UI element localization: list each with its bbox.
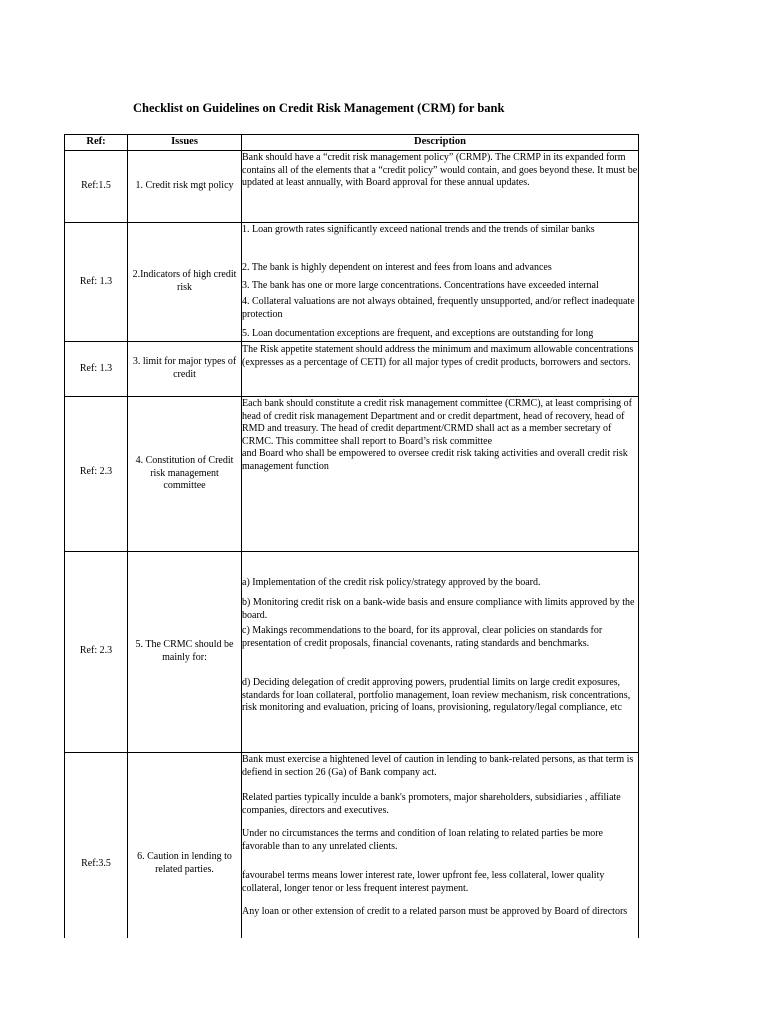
row-4-description <box>242 398 638 473</box>
row-5-issue: 5. The CRMC should be mainly for: <box>135 639 234 663</box>
row-2-desc-para-3: 3. The bank has one or more large concentrations. Concentrations have exceeded internal <box>242 280 599 291</box>
row-6-desc-para-1: Bank must exercise a hightened level of caution in lending to bank-related persons, as that term is defiend in section 26 (Ga) of Bank company act. <box>242 754 634 778</box>
row-2-desc-para-2: 2. The bank is highly dependent on interest and fees from loans and advances <box>242 262 552 273</box>
header-ref: Ref: <box>86 136 106 147</box>
row-1-issue: 1. Credit risk mgt policy <box>135 180 234 191</box>
row-2-desc-para-5: 5. Loan documentation exceptions are frequent, and exceptions are outstanding for long <box>242 328 594 339</box>
header-description: Description <box>414 136 466 147</box>
row-2-desc-para-1: 1. Loan growth rates significantly exceed national trends and the trends of similar banks <box>242 224 595 235</box>
row-5-desc-para-2: b) Monitoring credit risk on a bank-wide basis and ensure compliance with limits approved by the board. <box>242 597 635 621</box>
row-6-description <box>242 754 638 938</box>
row-1-desc-para-1: Bank should have a “credit risk management policy” (CRMP). The CRMP in its expanded form contains all of the elements that a “credit policy” would contain, and goes beyond these. It must be updated at least annually, with Board approval for these annual updates. <box>242 152 638 188</box>
row-1-ref: Ref:1.5 <box>81 180 111 191</box>
row-1-description <box>242 152 638 190</box>
row-3-description <box>242 344 638 369</box>
row-4-ref: Ref: 2.3 <box>79 466 113 477</box>
row-4-desc-para-3: management function <box>242 460 329 472</box>
row-3-ref: Ref: 1.3 <box>79 363 113 374</box>
row-4-issue: 4. Constitution of Credit risk management committee <box>135 455 234 491</box>
row-4-desc-para-2: and Board who shall be empowered to oversee credit risk taking activities and overall credit risk <box>242 448 628 459</box>
row-6-desc-para-5: Any loan or other extension of credit to a related parson must be approved by Board of directors <box>242 906 628 917</box>
header-issues: Issues <box>171 136 198 147</box>
row-2-description <box>242 224 638 341</box>
row-6-ref: Ref:3.5 <box>81 858 111 869</box>
row-3-issue: 3. limit for major types of credit <box>132 356 237 380</box>
page-title: Checklist on Guidelines on Credit Risk Management (CRM) for bank <box>133 101 505 115</box>
row-2-issue: 2.Indicators of high credit risk <box>132 269 237 293</box>
row-6-desc-para-2: Related parties typically inculde a bank's promoters, major shareholders, subsidiaries , affiliate companies, directors and executives. <box>242 792 621 816</box>
row-3-desc-para-1: The Risk appetite statement should address the minimum and maximum allowable concentrations (expresses as a percentage of CETI) for all major types of credit products, borrowers and sectors. <box>242 344 634 368</box>
row-5-desc-para-1: a) Implementation of the credit risk policy/strategy approved by the board. <box>242 577 541 588</box>
row-5-ref: Ref: 2.3 <box>79 645 113 656</box>
row-4-desc-para-1: Each bank should constitute a credit risk management committee (CRMC), at least comprising of head of credit risk management Department and or credit department, head of recovery, head of RMD and treasury. The head of credit department/CRMD shall act as a member secretary of CRMC. This committee shall report to Board’s risk committee <box>242 398 632 447</box>
row-2-ref: Ref: 1.3 <box>79 276 113 287</box>
row-6-desc-para-4: favourabel terms means lower interest rate, lower upfront fee, less collateral, lower quality collateral, longer tenor or less frequent interest payment. <box>242 870 605 894</box>
row-6-issue: 6. Caution in lending to related parties. <box>137 851 232 875</box>
row-5-desc-para-4: d) Deciding delegation of credit approving powers, prudential limits on large credit exposures, standards for loan collateral, portfolio management, loan review mechanism, risk concentrations, risk monitoring and evaluation, pricing of loans, provisioning, regulatory/legal compliance, etc <box>242 677 631 713</box>
row-5-desc-para-3: c) Makings recommendations to the board, for its approval, clear policies on standards for presentation of credit proposals, financial covenants, rating standards and benchmarks. <box>242 625 603 649</box>
row-6-desc-para-3: Under no circumstances the terms and condition of loan relating to related parties be more favorable than to any unrelated clients. <box>242 828 603 852</box>
row-2-desc-para-4: 4. Collateral valuations are not always obtained, frequently unsupported, and/or reflect inadequate protection <box>242 296 635 320</box>
